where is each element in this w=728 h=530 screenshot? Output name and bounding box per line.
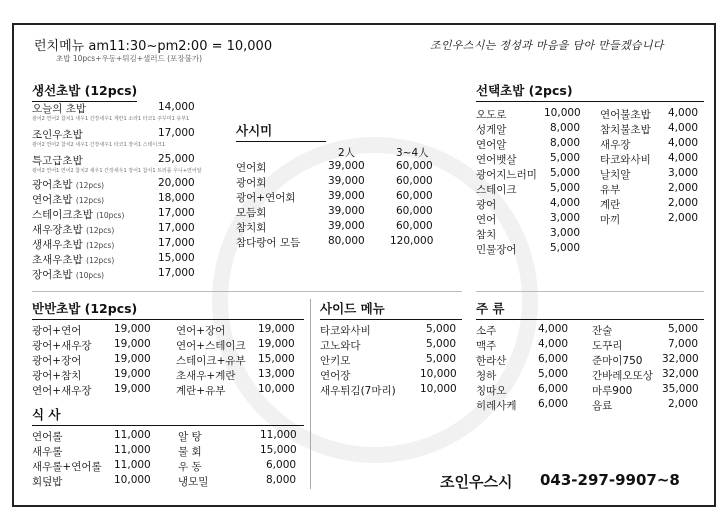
item-price: 19,000 [114, 323, 151, 335]
list-item [476, 383, 588, 398]
list-item [32, 177, 222, 192]
item-name: 참다랑어 모듬 [236, 237, 301, 249]
item-price: 5,000 [426, 338, 457, 350]
drinks-title: 주 류 [476, 299, 704, 320]
item-price-2: 39,000 [328, 190, 365, 202]
item-name: 안키모 [320, 355, 351, 367]
item-name: 생새우초밥 [32, 239, 83, 251]
item-name: 특고급초밥 [32, 155, 83, 167]
item-price-2: 80,000 [328, 235, 365, 247]
item-price: 2,000 [668, 182, 699, 194]
item-price: 17,000 [158, 237, 195, 249]
sashimi-col-2-people: 2人 [338, 147, 356, 159]
list-item [592, 368, 704, 383]
item-name: 냉모밀 [178, 476, 209, 488]
list-item [32, 101, 222, 115]
item-name: 칭따오 [476, 385, 507, 397]
choice-sushi-left-list [476, 107, 588, 257]
item-price: 19,000 [258, 323, 295, 335]
list-item [176, 323, 306, 338]
sashimi-title: 사시미 [236, 121, 326, 142]
item-name: 준마이750 [592, 355, 643, 367]
section-divider [32, 291, 462, 292]
item-name: 오늘의 초밥 [32, 103, 87, 115]
item-price: 5,000 [550, 242, 581, 254]
list-item [592, 338, 704, 353]
item-name: 연어+장어 [176, 325, 226, 337]
item-price: 4,000 [538, 338, 569, 350]
item-name: 광어+연어 [32, 325, 82, 337]
list-item [32, 192, 222, 207]
list-item [176, 353, 306, 368]
list-item [320, 353, 462, 368]
meals-right-list [178, 429, 308, 489]
item-price: 6,000 [538, 353, 569, 365]
table-row [236, 235, 456, 250]
item-price: 10,000 [420, 383, 457, 395]
item-price: 4,000 [550, 197, 581, 209]
item-name: 연어초밥 [32, 194, 73, 206]
list-item [320, 368, 462, 383]
item-price: 4,000 [538, 323, 569, 335]
item-price: 10,000 [114, 474, 151, 486]
item-price: 10,000 [258, 383, 295, 395]
item-name: 오도로 [476, 109, 507, 121]
item-price-2: 39,000 [328, 175, 365, 187]
list-item [32, 237, 222, 252]
item-name: 계란 [600, 199, 621, 211]
item-price: 4,000 [668, 152, 699, 164]
list-item [476, 227, 588, 242]
sashimi-header-row [236, 145, 456, 160]
item-name: 민물장어 [476, 244, 517, 256]
item-price: 18,000 [158, 192, 195, 204]
item-name: 광어+연어회 [236, 192, 296, 204]
meals-left-list [32, 429, 182, 489]
item-name: 스테이크 [476, 184, 517, 196]
item-price: 19,000 [114, 383, 151, 395]
item-name: 새우롤+연어롤 [32, 461, 102, 473]
list-item [32, 429, 182, 444]
item-price: 11,000 [260, 429, 297, 441]
item-name: 초새우초밥 [32, 254, 83, 266]
choice-sushi-title: 선택초밥 (2pcs) [476, 81, 704, 102]
item-name: 광어초밥 [32, 179, 73, 191]
item-price: 32,000 [662, 353, 699, 365]
item-note: 광어2 연어1 연어2 참치2 새우1 간장새우1 장어1 참치1 트러플 우니+연어알 [32, 168, 202, 174]
list-item [592, 383, 704, 398]
item-name: 마끼 [600, 214, 621, 226]
phone-number: 043-297-9907~8 [540, 471, 680, 489]
list-item [600, 167, 704, 182]
item-price: 7,000 [668, 338, 699, 350]
item-name: 잔술 [592, 325, 613, 337]
item-name: 새우장초밥 [32, 224, 83, 236]
item-price: 3,000 [550, 227, 581, 239]
item-name: 새우롤 [32, 446, 63, 458]
table-row [236, 190, 456, 205]
list-item [600, 197, 704, 212]
item-detail: (10pcs) [75, 271, 105, 280]
item-name: 장어초밥 [32, 269, 73, 281]
item-detail: (12pcs) [86, 241, 115, 250]
item-price-3-4: 60,000 [396, 175, 433, 187]
item-detail: (12pcs) [86, 256, 115, 265]
item-price: 32,000 [662, 368, 699, 380]
item-price: 25,000 [158, 153, 195, 165]
list-item [600, 182, 704, 197]
restaurant-name: 조인우스시 [440, 473, 513, 491]
list-item [32, 267, 222, 282]
item-price: 4,000 [668, 122, 699, 134]
item-price: 15,000 [258, 353, 295, 365]
column-divider [310, 299, 311, 489]
item-price: 19,000 [114, 338, 151, 350]
half-sushi-left-list [32, 323, 172, 398]
item-name: 맥주 [476, 340, 497, 352]
item-price: 8,000 [550, 137, 581, 149]
list-item [32, 459, 182, 474]
item-price: 19,000 [258, 338, 295, 350]
item-name: 유부 [600, 184, 621, 196]
item-price: 10,000 [420, 368, 457, 380]
list-item [320, 338, 462, 353]
item-name: 연어+스테이크 [176, 340, 246, 352]
item-name: 광어지느러미 [476, 169, 537, 181]
item-detail: (12pcs) [75, 181, 105, 190]
table-row [236, 220, 456, 235]
item-price: 6,000 [538, 383, 569, 395]
item-name: 연어+새우장 [32, 385, 92, 397]
lunch-menu-title: 런치메뉴 am11:30~pm2:00 = 10,000 [34, 39, 273, 54]
item-price: 5,000 [550, 182, 581, 194]
item-price: 4,000 [668, 137, 699, 149]
list-item [600, 212, 704, 227]
item-price: 5,000 [550, 152, 581, 164]
item-note: 광어2 연어2 참치1 새우1 간장새우1 계란1 소라1 타코1 주꾸미1 유부1 [32, 116, 190, 122]
item-name: 소주 [476, 325, 497, 337]
list-item [600, 152, 704, 167]
side-menu-title: 사이드 메뉴 [320, 299, 462, 320]
list-item [476, 122, 588, 137]
list-item [32, 444, 182, 459]
item-name: 청하 [476, 370, 497, 382]
item-name: 물 회 [178, 446, 202, 458]
item-price: 5,000 [426, 323, 457, 335]
item-price: 2,000 [668, 212, 699, 224]
item-name: 모듬회 [236, 207, 267, 219]
list-item [32, 474, 182, 489]
meals-title: 식 사 [32, 405, 304, 426]
item-name: 고노와다 [320, 340, 361, 352]
item-price: 15,000 [158, 252, 195, 264]
list-item [176, 383, 306, 398]
item-name: 음료 [592, 400, 613, 412]
item-price: 6,000 [266, 459, 297, 471]
side-menu-list [320, 323, 462, 398]
item-name: 참치불초밥 [600, 124, 651, 136]
list-item [32, 383, 172, 398]
item-name: 참치회 [236, 222, 267, 234]
item-price: 3,000 [668, 167, 699, 179]
list-item [600, 107, 704, 122]
list-item [32, 127, 222, 141]
item-name: 날치알 [600, 169, 631, 181]
item-name: 새우튀김(7마리) [320, 385, 396, 397]
item-price: 15,000 [260, 444, 297, 456]
menu-board [12, 23, 716, 507]
list-item [476, 212, 588, 227]
item-name: 우 동 [178, 461, 202, 473]
item-price: 6,000 [538, 398, 569, 410]
item-detail: (12pcs) [86, 226, 115, 235]
item-price: 17,000 [158, 127, 195, 139]
item-name: 마루900 [592, 385, 633, 397]
list-item [476, 353, 588, 368]
item-price: 19,000 [114, 368, 151, 380]
list-item [476, 197, 588, 212]
item-price-3-4: 60,000 [396, 160, 433, 172]
item-price-3-4: 60,000 [396, 220, 433, 232]
item-price-3-4: 60,000 [396, 205, 433, 217]
item-name: 타코와사비 [320, 325, 371, 337]
item-price: 5,000 [538, 368, 569, 380]
item-price: 2,000 [668, 398, 699, 410]
item-name: 광어회 [236, 177, 267, 189]
list-item [32, 153, 222, 167]
list-item [476, 338, 588, 353]
fresh-sushi-title: 생선초밥 (12pcs) [32, 81, 137, 102]
item-price: 35,000 [662, 383, 699, 395]
list-item [320, 383, 462, 398]
item-name: 연어 [476, 214, 497, 226]
list-item [32, 323, 172, 338]
list-item [592, 398, 704, 413]
item-price: 17,000 [158, 207, 195, 219]
list-item [32, 252, 222, 267]
item-name: 히레사케 [476, 400, 517, 412]
sashimi-col-3-4-people: 3~4人 [396, 147, 429, 159]
lunch-menu-subtitle: 초밥 10pcs+우동+튀김+샐러드 (포장불가) [56, 54, 202, 63]
item-price: 11,000 [114, 459, 151, 471]
item-price: 20,000 [158, 177, 195, 189]
fresh-sushi-list [32, 101, 222, 282]
item-name: 스테이크+유부 [176, 355, 246, 367]
list-item [178, 474, 308, 489]
item-name: 회덮밥 [32, 476, 63, 488]
item-price: 8,000 [266, 474, 297, 486]
sashimi-list [236, 145, 456, 250]
item-price: 10,000 [544, 107, 581, 119]
list-item [476, 242, 588, 257]
item-price: 17,000 [158, 267, 195, 279]
list-item [476, 323, 588, 338]
list-item [592, 323, 704, 338]
list-item [476, 398, 588, 413]
item-name: 참치 [476, 229, 497, 241]
drinks-left-list [476, 323, 588, 413]
item-price-2: 39,000 [328, 205, 365, 217]
item-price-3-4: 60,000 [396, 190, 433, 202]
list-item [176, 338, 306, 353]
choice-sushi-right-list [600, 107, 704, 227]
list-item [476, 182, 588, 197]
list-item [600, 122, 704, 137]
item-price: 5,000 [668, 323, 699, 335]
list-item [320, 323, 462, 338]
table-row [236, 160, 456, 175]
slogan: 조인우스시는 정성과 마음을 담아 만들겠습니다 [430, 39, 664, 52]
item-price-3-4: 120,000 [390, 235, 434, 247]
item-name: 타코와사비 [600, 154, 651, 166]
item-price: 5,000 [550, 167, 581, 179]
item-name: 광어 [476, 199, 497, 211]
item-name: 연어뱃살 [476, 154, 517, 166]
item-price: 11,000 [114, 444, 151, 456]
item-name: 알 탕 [178, 431, 202, 443]
item-price: 13,000 [258, 368, 295, 380]
table-row [236, 205, 456, 220]
table-row [236, 175, 456, 190]
item-name: 성게알 [476, 124, 507, 136]
list-item [476, 107, 588, 122]
item-name: 연어롤 [32, 431, 63, 443]
list-item [32, 353, 172, 368]
list-item [178, 459, 308, 474]
list-item [32, 222, 222, 237]
item-price: 14,000 [158, 101, 195, 113]
half-sushi-title: 반반초밥 (12pcs) [32, 299, 304, 320]
item-detail: (12pcs) [75, 196, 105, 205]
item-name: 계란+유부 [176, 385, 226, 397]
list-item [476, 152, 588, 167]
item-name: 한라산 [476, 355, 507, 367]
list-item [592, 353, 704, 368]
item-name: 도꾸리 [592, 340, 623, 352]
list-item [600, 137, 704, 152]
list-item [178, 444, 308, 459]
list-item [476, 167, 588, 182]
list-item [476, 368, 588, 383]
item-price-2: 39,000 [328, 160, 365, 172]
item-name: 연어회 [236, 162, 267, 174]
item-name: 광어+장어 [32, 355, 82, 367]
item-name: 광어+참치 [32, 370, 82, 382]
list-item [32, 338, 172, 353]
item-price: 5,000 [426, 353, 457, 365]
item-note: 광어2 연어2 참치2 새우1 간장새우1 타코1 장어1 스테이크1 [32, 142, 166, 148]
item-price: 2,000 [668, 197, 699, 209]
item-name: 광어+새우장 [32, 340, 92, 352]
drinks-right-list [592, 323, 704, 413]
item-price: 3,000 [550, 212, 581, 224]
item-price: 17,000 [158, 222, 195, 234]
item-price-2: 39,000 [328, 220, 365, 232]
section-divider [476, 291, 704, 292]
item-name: 연어알 [476, 139, 507, 151]
item-name: 연어불초밥 [600, 109, 651, 121]
item-name: 연어장 [320, 370, 351, 382]
list-item [32, 207, 222, 222]
item-price: 8,000 [550, 122, 581, 134]
list-item [176, 368, 306, 383]
item-name: 초새우+계란 [176, 370, 236, 382]
item-name: 새우장 [600, 139, 631, 151]
list-item [178, 429, 308, 444]
item-name: 간바레오또상 [592, 370, 653, 382]
item-detail: (10pcs) [96, 211, 125, 220]
item-price: 4,000 [668, 107, 699, 119]
item-price: 19,000 [114, 353, 151, 365]
item-price: 11,000 [114, 429, 151, 441]
list-item [476, 137, 588, 152]
item-name: 스테이크초밥 [32, 209, 93, 221]
list-item [32, 368, 172, 383]
item-name: 조인우초밥 [32, 129, 83, 141]
half-sushi-right-list [176, 323, 306, 398]
